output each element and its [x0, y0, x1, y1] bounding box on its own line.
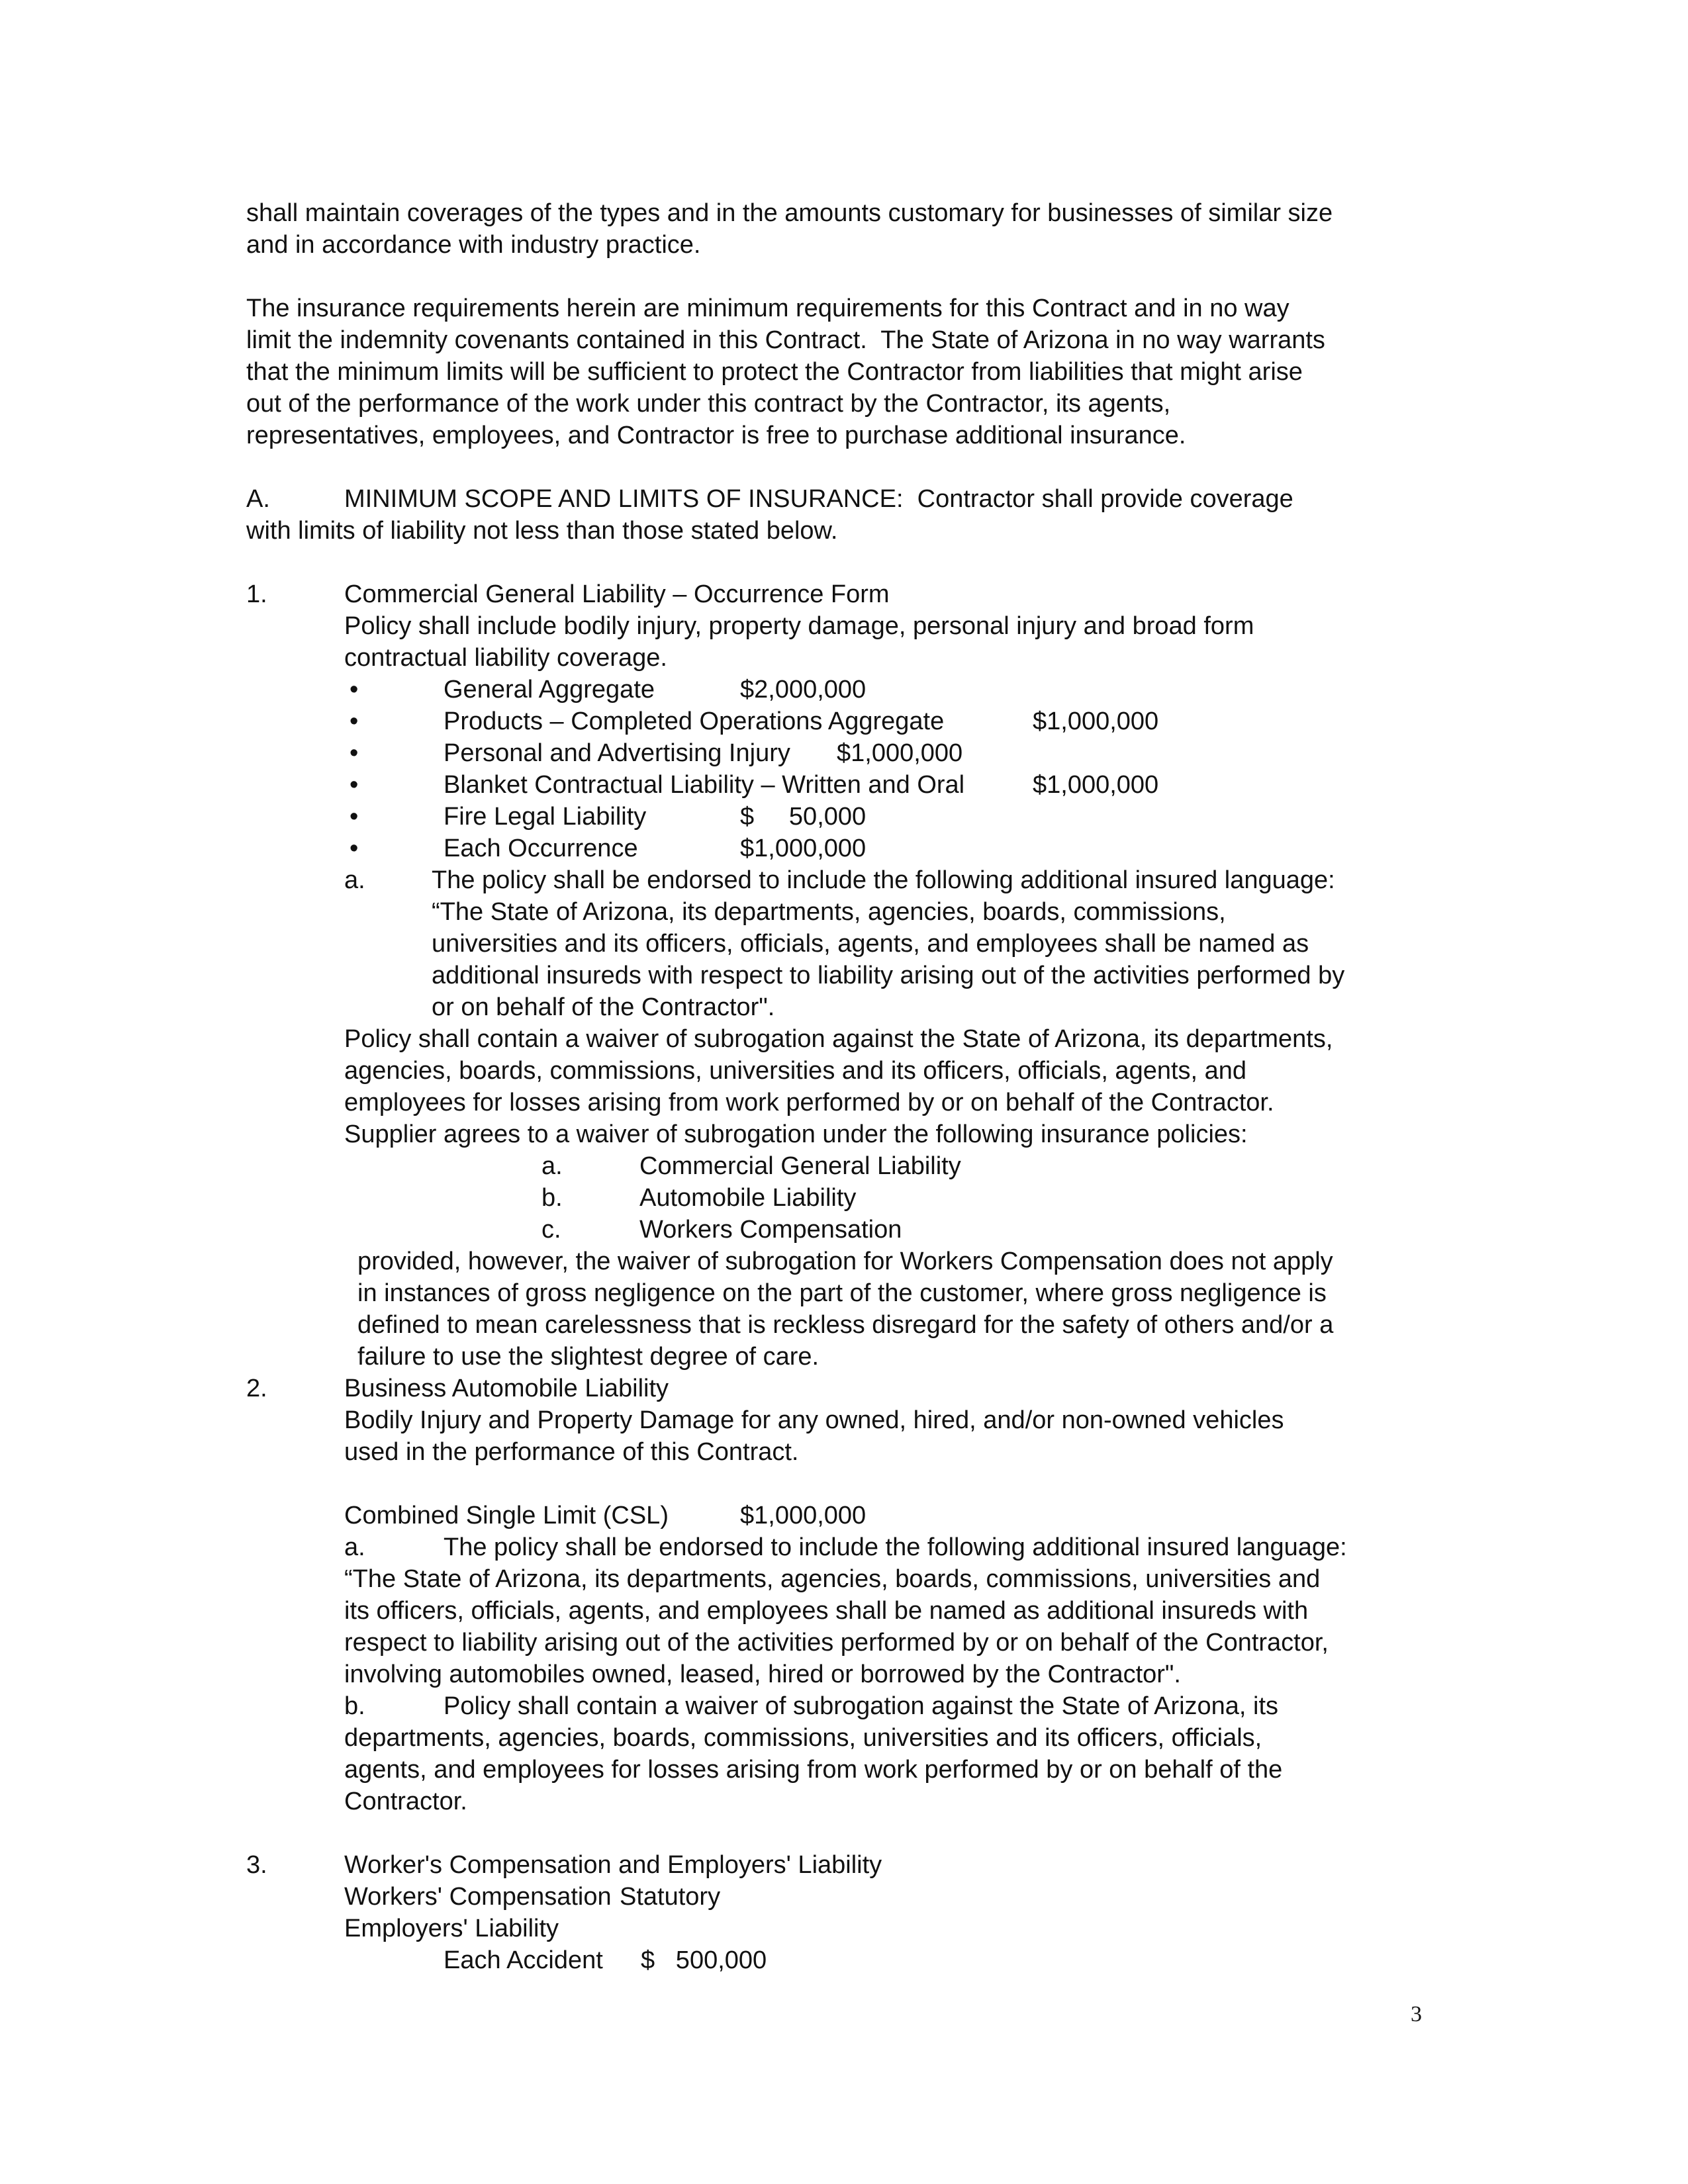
limit-label: Fire Legal Liability	[444, 803, 647, 831]
limit-amount: $ 50,000	[740, 803, 867, 831]
proviso-line: failure to use the slightest degree of care.	[357, 1343, 820, 1371]
endorse-line: universities and its officers, officials, agents, and employees shall be named as	[432, 930, 1309, 958]
item-2-a-line: The policy shall be endorsed to include the following additional insured language:	[444, 1533, 1347, 1561]
item-2-a-line: its officers, officials, agents, and employees shall be named as additional insureds with	[344, 1597, 1309, 1625]
policy-marker: c.	[541, 1216, 561, 1244]
item-2-a-line: “The State of Arizona, its departments, agencies, boards, commissions, universities and	[344, 1565, 1321, 1593]
endorse-marker: a.	[344, 866, 365, 894]
proviso-line: provided, however, the waiver of subrogation for Workers Compensation does not apply	[357, 1248, 1333, 1275]
item-2-b-line: agents, and employees for losses arising from work performed by or on behalf of the	[344, 1756, 1283, 1784]
intro-line: shall maintain coverages of the types and in the amounts customary for businesses of similar size	[246, 199, 1333, 227]
item-3-title: Worker's Compensation and Employers' Liability	[344, 1851, 882, 1879]
item-2-b-line: Contractor.	[344, 1788, 467, 1815]
section-a-marker: A.	[246, 485, 270, 513]
item-2-b-line: departments, agencies, boards, commissions, universities and its officers, officials,	[344, 1724, 1262, 1752]
waiver-line: employees for losses arising from work performed by or on behalf of the Contractor.	[344, 1089, 1274, 1116]
each-accident-label: Each Accident	[444, 1946, 603, 1974]
intro-line: and in accordance with industry practice.	[246, 231, 701, 259]
wc-value: Statutory	[620, 1883, 721, 1911]
item-2-b-marker: b.	[344, 1692, 365, 1720]
wc-label: Workers' Compensation	[344, 1883, 612, 1911]
csl-amount: $1,000,000	[740, 1502, 867, 1529]
item-2-b-line: Policy shall contain a waiver of subrogation against the State of Arizona, its	[444, 1692, 1279, 1720]
waiver-line: agencies, boards, commissions, universities and its officers, officials, agents, and	[344, 1057, 1247, 1085]
page-number: 3	[1411, 2002, 1422, 2026]
limit-amount: $1,000,000	[740, 835, 867, 862]
section-a-heading: MINIMUM SCOPE AND LIMITS OF INSURANCE: Contractor shall provide coverage	[344, 485, 1293, 513]
each-accident-amount: $ 500,000	[641, 1946, 767, 1974]
bullet-icon: •	[350, 835, 359, 862]
item-1-desc: contractual liability coverage.	[344, 644, 667, 672]
item-2-desc: used in the performance of this Contract.	[344, 1438, 799, 1466]
endorse-line: “The State of Arizona, its departments, agencies, boards, commissions,	[432, 898, 1226, 926]
section-a-text: with limits of liability not less than those stated below.	[246, 517, 838, 545]
limit-label: Personal and Advertising Injury	[444, 739, 790, 767]
item-3-number: 3.	[246, 1851, 267, 1879]
item-2-a-marker: a.	[344, 1533, 365, 1561]
waiver-line: Supplier agrees to a waiver of subrogation under the following insurance policies:	[344, 1120, 1248, 1148]
policy-marker: b.	[541, 1184, 563, 1212]
limit-label: General Aggregate	[444, 676, 655, 704]
requirements-line: out of the performance of the work under this contract by the Contractor, its agents,	[246, 390, 1171, 418]
limit-amount: $1,000,000	[837, 739, 963, 767]
item-2-a-line: respect to liability arising out of the activities performed by or on behalf of the Contractor,	[344, 1629, 1329, 1657]
endorse-line: The policy shall be endorsed to include the following additional insured language:	[432, 866, 1335, 894]
limit-amount: $1,000,000	[1033, 707, 1159, 735]
bullet-icon: •	[350, 803, 359, 831]
item-2-desc: Bodily Injury and Property Damage for any owned, hired, and/or non-owned vehicles	[344, 1406, 1284, 1434]
bullet-icon: •	[350, 707, 359, 735]
item-2-a-line: involving automobiles owned, leased, hired or borrowed by the Contractor".	[344, 1661, 1181, 1688]
requirements-line: The insurance requirements herein are minimum requirements for this Contract and in no way	[246, 295, 1289, 322]
item-2-number: 2.	[246, 1375, 267, 1402]
endorse-line: or on behalf of the Contractor".	[432, 993, 775, 1021]
policy-label: Commercial General Liability	[639, 1152, 961, 1180]
item-2-title: Business Automobile Liability	[344, 1375, 669, 1402]
requirements-line: limit the indemnity covenants contained in this Contract. The State of Arizona in no way warrants	[246, 326, 1325, 354]
policy-label: Workers Compensation	[639, 1216, 902, 1244]
limit-label: Each Occurrence	[444, 835, 638, 862]
limit-label: Blanket Contractual Liability – Written and Oral	[444, 771, 965, 799]
bullet-icon: •	[350, 676, 359, 704]
endorse-line: additional insureds with respect to liability arising out of the activities performed by	[432, 962, 1345, 989]
item-1-number: 1.	[246, 580, 267, 608]
requirements-line: representatives, employees, and Contractor is free to purchase additional insurance.	[246, 422, 1186, 449]
proviso-line: in instances of gross negligence on the part of the customer, where gross negligence is	[357, 1279, 1327, 1307]
limit-label: Products – Completed Operations Aggregate	[444, 707, 945, 735]
limit-amount: $2,000,000	[740, 676, 867, 704]
bullet-icon: •	[350, 771, 359, 799]
policy-marker: a.	[541, 1152, 563, 1180]
el-label: Employers' Liability	[344, 1915, 559, 1942]
policy-label: Automobile Liability	[639, 1184, 857, 1212]
csl-label: Combined Single Limit (CSL)	[344, 1502, 669, 1529]
waiver-line: Policy shall contain a waiver of subrogation against the State of Arizona, its departments,	[344, 1025, 1333, 1053]
limit-amount: $1,000,000	[1033, 771, 1159, 799]
proviso-line: defined to mean carelessness that is reckless disregard for the safety of others and/or a	[357, 1311, 1334, 1339]
requirements-line: that the minimum limits will be sufficient to protect the Contractor from liabilities that might arise	[246, 358, 1303, 386]
bullet-icon: •	[350, 739, 359, 767]
item-1-title: Commercial General Liability – Occurrence Form	[344, 580, 890, 608]
item-1-desc: Policy shall include bodily injury, property damage, personal injury and broad form	[344, 612, 1254, 640]
